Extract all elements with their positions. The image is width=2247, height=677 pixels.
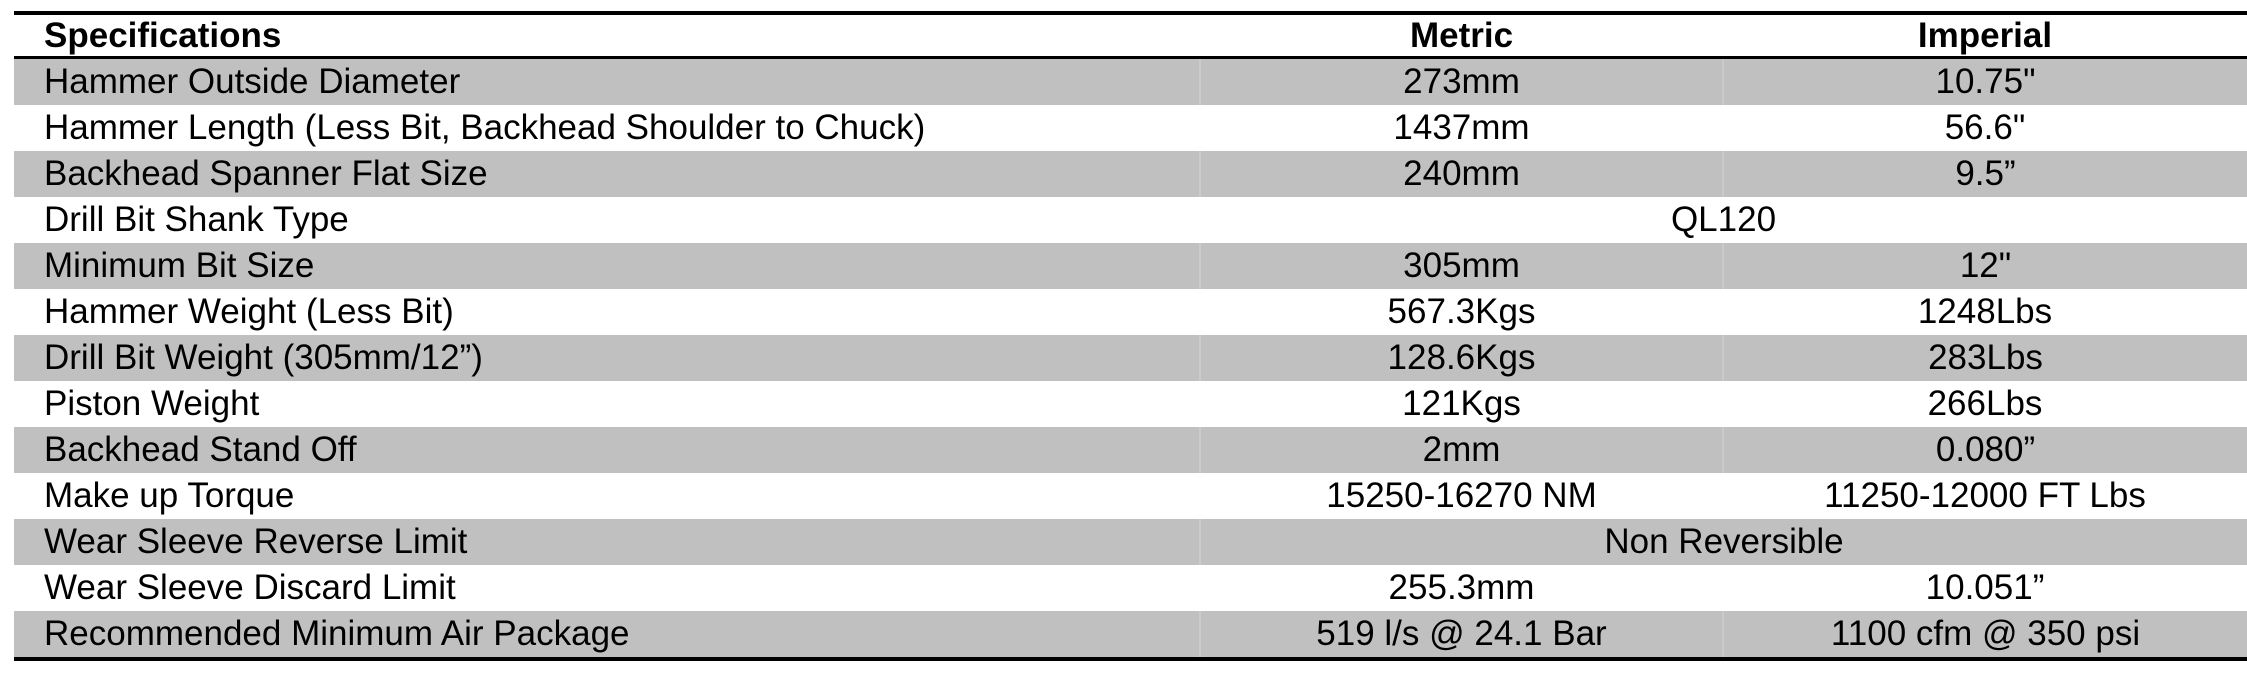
metric-value-cell: 1437mm xyxy=(1393,108,1530,147)
table-row xyxy=(14,58,2247,106)
metric-value-cell: 128.6Kgs xyxy=(1200,335,1723,381)
imperial-value-cell: 56.6" xyxy=(1944,108,2026,147)
header-metric: Metric xyxy=(1200,13,1723,58)
header-imperial: Imperial xyxy=(1723,13,2247,58)
imperial-value-cell: 12" xyxy=(1723,243,2247,289)
imperial-value-cell: 10.051” xyxy=(1925,568,2045,607)
imperial-value-cell: 10.75" xyxy=(1723,58,2247,106)
imperial-value-cell: 266Lbs xyxy=(1927,384,2043,423)
spec-name-cell: Make up Torque xyxy=(44,476,295,515)
table-row xyxy=(14,565,2247,611)
imperial-value-cell: 283Lbs xyxy=(1723,335,2247,381)
specifications-table xyxy=(14,11,2247,661)
table-row xyxy=(14,105,2247,151)
spec-name-cell: Minimum Bit Size xyxy=(14,243,1200,289)
spec-name-cell: Wear Sleeve Discard Limit xyxy=(44,568,456,607)
spec-name-cell: Recommended Minimum Air Package xyxy=(14,611,1200,659)
merged-value-cell: Non Reversible xyxy=(1200,519,2247,565)
metric-value-cell: 240mm xyxy=(1200,151,1723,197)
spec-name-cell: Drill Bit Weight (305mm/12”) xyxy=(14,335,1200,381)
imperial-value-cell: 1100 cfm @ 350 psi xyxy=(1723,611,2247,659)
metric-value-cell: 255.3mm xyxy=(1388,568,1535,607)
header-row xyxy=(14,13,2247,58)
spec-name-cell: Hammer Outside Diameter xyxy=(14,58,1200,106)
spec-name-cell: Hammer Weight (Less Bit) xyxy=(44,292,454,331)
merged-value-cell: QL120 xyxy=(1670,200,1777,239)
metric-value-cell: 121Kgs xyxy=(1402,384,1521,423)
spec-name-cell: Hammer Length (Less Bit, Backhead Shoulder to Chuck) xyxy=(44,108,926,147)
table-row xyxy=(14,243,2247,289)
metric-value-cell: 273mm xyxy=(1200,58,1723,106)
header-specifications: Specifications xyxy=(14,13,1200,58)
spec-name-cell: Piston Weight xyxy=(44,384,260,423)
table-row xyxy=(14,151,2247,197)
spec-name-cell: Backhead Stand Off xyxy=(14,427,1200,473)
metric-value-cell: 519 l/s @ 24.1 Bar xyxy=(1200,611,1723,659)
specifications-body xyxy=(14,58,2247,660)
table-row xyxy=(14,197,2247,243)
imperial-value-cell: 9.5” xyxy=(1723,151,2247,197)
spec-name-cell: Backhead Spanner Flat Size xyxy=(14,151,1200,197)
metric-value-cell: 305mm xyxy=(1200,243,1723,289)
imperial-value-cell: 11250-12000 FT Lbs xyxy=(1824,476,2146,515)
table-row xyxy=(14,335,2247,381)
imperial-value-cell: 0.080” xyxy=(1723,427,2247,473)
spec-name-cell: Wear Sleeve Reverse Limit xyxy=(14,519,1200,565)
table-row xyxy=(14,473,2247,519)
metric-value-cell: 15250-16270 NM xyxy=(1326,476,1597,515)
table-row xyxy=(14,611,2247,659)
table-row xyxy=(14,381,2247,427)
spec-name-cell: Drill Bit Shank Type xyxy=(44,200,349,239)
table-row xyxy=(14,427,2247,473)
imperial-value-cell: 1248Lbs xyxy=(1917,292,2053,331)
table-row xyxy=(14,289,2247,335)
metric-value-cell: 2mm xyxy=(1200,427,1723,473)
table-row xyxy=(14,519,2247,565)
metric-value-cell: 567.3Kgs xyxy=(1387,292,1536,331)
